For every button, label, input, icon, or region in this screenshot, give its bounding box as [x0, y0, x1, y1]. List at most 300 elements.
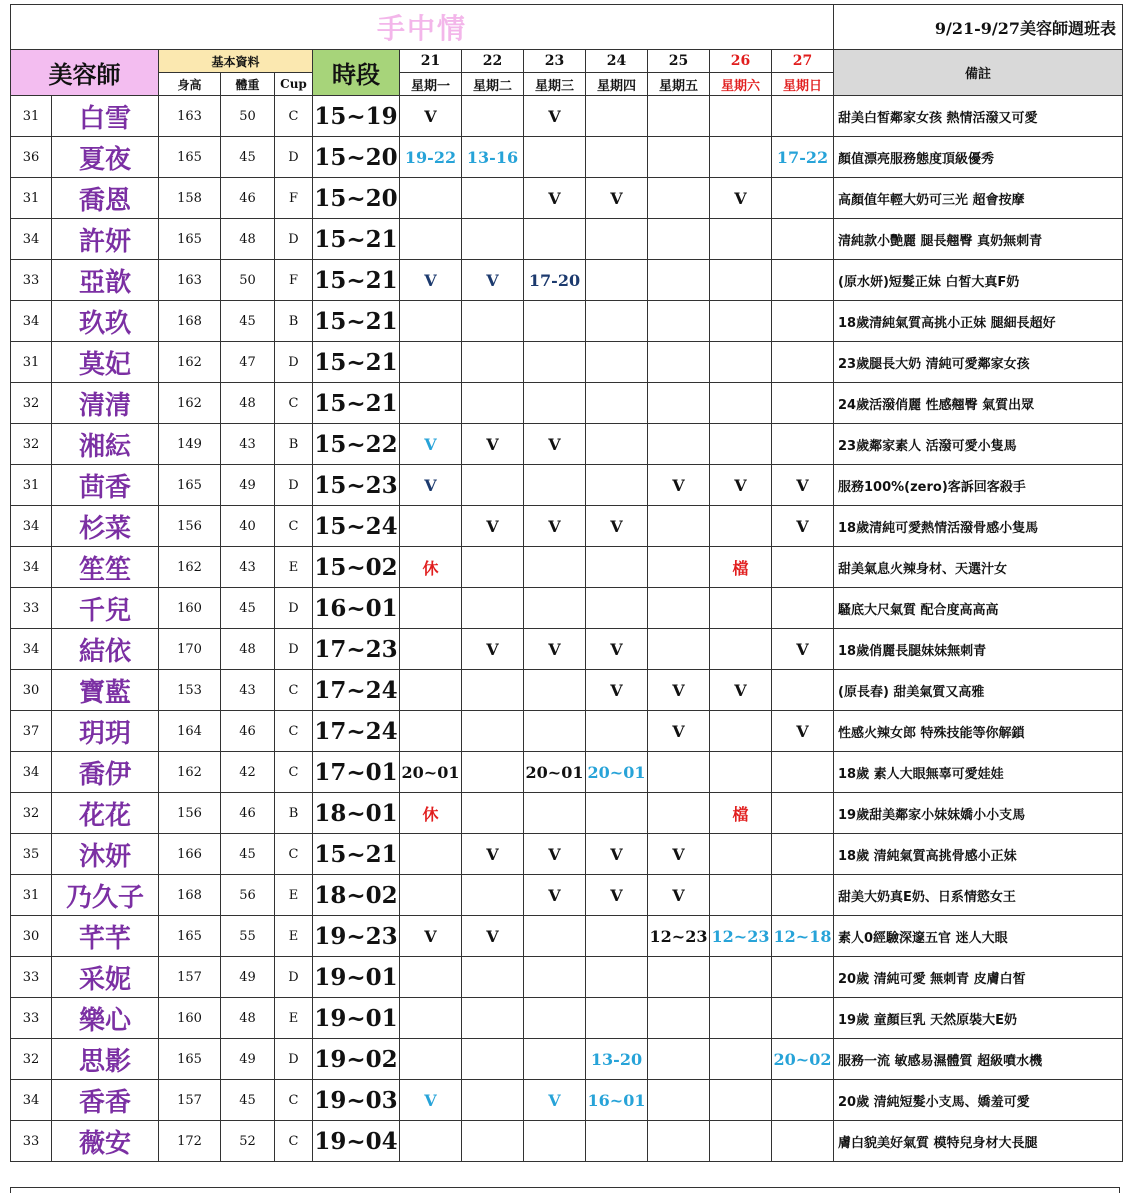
- schedule-cell: V: [772, 506, 834, 547]
- notes-header: 備註: [834, 50, 1123, 96]
- schedule-cell: [462, 752, 524, 793]
- height-cell: 157: [159, 957, 221, 998]
- table-row: [11, 629, 1123, 670]
- schedule-cell: [524, 342, 586, 383]
- age-cell: 31: [11, 342, 52, 383]
- cup-cell: B: [275, 424, 313, 465]
- schedule-cell: [462, 793, 524, 834]
- schedule-cell: [462, 547, 524, 588]
- staff-name: 湘紜: [52, 424, 159, 465]
- schedule-cell: [462, 998, 524, 1039]
- schedule-cell: [462, 875, 524, 916]
- table-row: [11, 670, 1123, 711]
- cup-cell: B: [275, 793, 313, 834]
- schedule-cell: V: [648, 711, 710, 752]
- schedule-cell: [400, 219, 462, 260]
- age-cell: 33: [11, 1121, 52, 1162]
- weekday-header: 星期六: [710, 73, 772, 96]
- note-cell: 18歲 清純氣質高挑骨感小正妹: [834, 834, 1123, 875]
- weekday-header: 星期五: [648, 73, 710, 96]
- height-cell: 162: [159, 383, 221, 424]
- height-cell: 160: [159, 588, 221, 629]
- date-header: 25: [648, 50, 710, 73]
- schedule-cell: 13-20: [586, 1039, 648, 1080]
- schedule-cell: [772, 342, 834, 383]
- staff-name: 杉菜: [52, 506, 159, 547]
- weight-cell: 45: [221, 588, 275, 629]
- schedule-cell: 17-20: [524, 260, 586, 301]
- schedule-cell: V: [710, 465, 772, 506]
- table-row: [11, 834, 1123, 875]
- age-cell: 37: [11, 711, 52, 752]
- schedule-cell: [648, 96, 710, 137]
- cup-cell: E: [275, 916, 313, 957]
- staff-name: 亞歆: [52, 260, 159, 301]
- note-cell: 23歲鄰家素人 活潑可愛小隻馬: [834, 424, 1123, 465]
- schedule-cell: [710, 1121, 772, 1162]
- schedule-cell: V: [586, 875, 648, 916]
- note-cell: 服務100%(zero)客訴回客殺手: [834, 465, 1123, 506]
- schedule-cell: [648, 219, 710, 260]
- time-slot-cell: 17~01: [313, 752, 400, 793]
- schedule-cell: [772, 260, 834, 301]
- schedule-cell: V: [586, 629, 648, 670]
- table-row: [11, 342, 1123, 383]
- height-header: 身高: [159, 73, 221, 96]
- schedule-cell: [648, 506, 710, 547]
- note-cell: 18歲清純可愛熱情活潑骨感小隻馬: [834, 506, 1123, 547]
- note-cell: 19歲甜美鄰家小妹妹嬌小小支馬: [834, 793, 1123, 834]
- schedule-cell: V: [462, 424, 524, 465]
- schedule-cell: V: [586, 670, 648, 711]
- schedule-cell: [648, 301, 710, 342]
- staff-name: 玖玖: [52, 301, 159, 342]
- staff-name: 芊芊: [52, 916, 159, 957]
- schedule-cell: 檔: [710, 547, 772, 588]
- note-cell: 騷底大尺氣質 配合度高高高: [834, 588, 1123, 629]
- schedule-cell: [710, 506, 772, 547]
- schedule-cell: [710, 998, 772, 1039]
- note-cell: 23歲腿長大奶 清純可愛鄰家女孩: [834, 342, 1123, 383]
- time-slot-cell: 19~04: [313, 1121, 400, 1162]
- time-slot-cell: 15~19: [313, 96, 400, 137]
- height-cell: 163: [159, 260, 221, 301]
- schedule-cell: [524, 383, 586, 424]
- age-cell: 35: [11, 834, 52, 875]
- schedule-cell: [400, 383, 462, 424]
- height-cell: 170: [159, 629, 221, 670]
- weight-cell: 46: [221, 178, 275, 219]
- schedule-cell: [710, 957, 772, 998]
- table-row: [11, 752, 1123, 793]
- cup-cell: C: [275, 752, 313, 793]
- date-header: 23: [524, 50, 586, 73]
- table-continuation-edge: [10, 1187, 1120, 1193]
- schedule-cell: [586, 383, 648, 424]
- schedule-cell: [772, 383, 834, 424]
- schedule-cell: [586, 547, 648, 588]
- date-header: 22: [462, 50, 524, 73]
- staff-name: 茴香: [52, 465, 159, 506]
- date-header: 21: [400, 50, 462, 73]
- schedule-cell: [462, 342, 524, 383]
- note-cell: 膚白貌美好氣質 模特兒身材大長腿: [834, 1121, 1123, 1162]
- staff-name: 樂心: [52, 998, 159, 1039]
- schedule-cell: V: [772, 629, 834, 670]
- schedule-cell: V: [586, 834, 648, 875]
- time-slot-cell: 19~23: [313, 916, 400, 957]
- schedule-cell: V: [400, 260, 462, 301]
- schedule-cell: [772, 547, 834, 588]
- schedule-cell: [524, 1039, 586, 1080]
- schedule-cell: [462, 670, 524, 711]
- schedule-cell: [648, 793, 710, 834]
- height-cell: 166: [159, 834, 221, 875]
- schedule-cell: [710, 1039, 772, 1080]
- schedule-cell: [710, 875, 772, 916]
- table-row: [11, 916, 1123, 957]
- age-cell: 34: [11, 506, 52, 547]
- cup-cell: D: [275, 137, 313, 178]
- schedule-cell: [772, 752, 834, 793]
- note-cell: (原水妍)短髮正妹 白皙大真F奶: [834, 260, 1123, 301]
- schedule-cell: V: [524, 96, 586, 137]
- cup-cell: E: [275, 547, 313, 588]
- note-cell: 性感火辣女郎 特殊技能等你解鎖: [834, 711, 1123, 752]
- time-slot-cell: 15~24: [313, 506, 400, 547]
- schedule-cell: [400, 629, 462, 670]
- schedule-cell: [586, 424, 648, 465]
- staff-name: 笙笙: [52, 547, 159, 588]
- schedule-cell: [586, 957, 648, 998]
- note-cell: 甜美氣息火辣身材、天選汁女: [834, 547, 1123, 588]
- weekday-header: 星期二: [462, 73, 524, 96]
- schedule-cell: [648, 178, 710, 219]
- time-slot-cell: 15~21: [313, 383, 400, 424]
- table-row: [11, 137, 1123, 178]
- schedule-cell: V: [400, 465, 462, 506]
- schedule-cell: [586, 465, 648, 506]
- schedule-cell: [400, 998, 462, 1039]
- weight-cell: 49: [221, 1039, 275, 1080]
- slot-header: 時段: [313, 50, 400, 96]
- cup-header: Cup: [275, 73, 313, 96]
- height-cell: 164: [159, 711, 221, 752]
- schedule-cell: [772, 998, 834, 1039]
- note-cell: 甜美大奶真E奶、日系情慾女王: [834, 875, 1123, 916]
- schedule-cell: V: [772, 465, 834, 506]
- time-slot-cell: 16~01: [313, 588, 400, 629]
- schedule-cell: V: [462, 916, 524, 957]
- cup-cell: D: [275, 629, 313, 670]
- weight-cell: 47: [221, 342, 275, 383]
- note-cell: 顏值漂亮服務態度頂級優秀: [834, 137, 1123, 178]
- age-cell: 30: [11, 670, 52, 711]
- schedule-cell: [586, 998, 648, 1039]
- schedule-cell: [586, 137, 648, 178]
- schedule-cell: [400, 301, 462, 342]
- schedule-cell: [648, 547, 710, 588]
- staff-name: 夏夜: [52, 137, 159, 178]
- table-row: [11, 260, 1123, 301]
- staff-name: 喬伊: [52, 752, 159, 793]
- schedule-cell: [710, 219, 772, 260]
- weekday-header: 星期四: [586, 73, 648, 96]
- staff-name: 乃久子: [52, 875, 159, 916]
- table-row: [11, 301, 1123, 342]
- schedule-cell: [586, 588, 648, 629]
- weight-cell: 46: [221, 793, 275, 834]
- age-cell: 34: [11, 1080, 52, 1121]
- schedule-cell: V: [524, 424, 586, 465]
- weight-cell: 49: [221, 957, 275, 998]
- time-slot-cell: 15~20: [313, 178, 400, 219]
- table-row: [11, 588, 1123, 629]
- age-cell: 32: [11, 793, 52, 834]
- schedule-cell: [772, 834, 834, 875]
- weight-cell: 43: [221, 424, 275, 465]
- staff-name: 莫妃: [52, 342, 159, 383]
- height-cell: 162: [159, 547, 221, 588]
- weight-cell: 45: [221, 1080, 275, 1121]
- schedule-cell: [710, 383, 772, 424]
- schedule-cell: [524, 588, 586, 629]
- age-cell: 36: [11, 137, 52, 178]
- schedule-cell: [772, 957, 834, 998]
- staff-name: 千兒: [52, 588, 159, 629]
- age-cell: 31: [11, 178, 52, 219]
- schedule-cell: 休: [400, 793, 462, 834]
- schedule-cell: [462, 588, 524, 629]
- table-row: [11, 178, 1123, 219]
- weight-cell: 55: [221, 916, 275, 957]
- staff-name: 許妍: [52, 219, 159, 260]
- table-row: [11, 711, 1123, 752]
- height-cell: 156: [159, 506, 221, 547]
- cup-cell: B: [275, 301, 313, 342]
- cup-cell: E: [275, 998, 313, 1039]
- height-cell: 165: [159, 465, 221, 506]
- schedule-cell: V: [648, 465, 710, 506]
- age-cell: 34: [11, 629, 52, 670]
- note-cell: 18歲清純氣質高挑小正妹 腿細長超好: [834, 301, 1123, 342]
- cup-cell: D: [275, 588, 313, 629]
- schedule-cell: 17-22: [772, 137, 834, 178]
- table-row: [11, 875, 1123, 916]
- age-cell: 31: [11, 875, 52, 916]
- schedule-cell: 20~01: [524, 752, 586, 793]
- schedule-cell: 20~01: [400, 752, 462, 793]
- table-row: [11, 383, 1123, 424]
- table-row: [11, 506, 1123, 547]
- time-slot-cell: 18~01: [313, 793, 400, 834]
- weight-cell: 48: [221, 629, 275, 670]
- cup-cell: D: [275, 957, 313, 998]
- age-cell: 33: [11, 588, 52, 629]
- weight-cell: 45: [221, 301, 275, 342]
- staff-name: 白雪: [52, 96, 159, 137]
- table-row: [11, 1039, 1123, 1080]
- schedule-cell: 檔: [710, 793, 772, 834]
- schedule-cell: [462, 957, 524, 998]
- schedule-cell: 休: [400, 547, 462, 588]
- note-cell: 清純款小艷麗 腿長翹臀 真奶無刺青: [834, 219, 1123, 260]
- time-slot-cell: 15~21: [313, 342, 400, 383]
- schedule-cell: [772, 96, 834, 137]
- table-row: [11, 1121, 1123, 1162]
- table-row: [11, 1080, 1123, 1121]
- schedule-cell: [524, 219, 586, 260]
- schedule-cell: [648, 1039, 710, 1080]
- cup-cell: F: [275, 178, 313, 219]
- note-cell: 18歲俏麗長腿妹妹無刺青: [834, 629, 1123, 670]
- schedule-cell: [586, 96, 648, 137]
- table-row: [11, 957, 1123, 998]
- height-cell: 153: [159, 670, 221, 711]
- height-cell: 165: [159, 137, 221, 178]
- schedule-cell: [462, 301, 524, 342]
- note-cell: 24歲活潑俏麗 性感翹臀 氣質出眾: [834, 383, 1123, 424]
- weight-cell: 45: [221, 834, 275, 875]
- schedule-cell: [772, 670, 834, 711]
- schedule-cell: [772, 1080, 834, 1121]
- cup-cell: C: [275, 96, 313, 137]
- schedule-cell: [648, 1080, 710, 1121]
- schedule-cell: [400, 875, 462, 916]
- age-cell: 32: [11, 1039, 52, 1080]
- age-cell: 30: [11, 916, 52, 957]
- weight-cell: 43: [221, 547, 275, 588]
- schedule-cell: [400, 957, 462, 998]
- staff-name: 采妮: [52, 957, 159, 998]
- staff-name: 思影: [52, 1039, 159, 1080]
- age-cell: 31: [11, 96, 52, 137]
- age-cell: 33: [11, 260, 52, 301]
- schedule-cell: 20~01: [586, 752, 648, 793]
- schedule-cell: [648, 424, 710, 465]
- schedule-cell: 16~01: [586, 1080, 648, 1121]
- schedule-cell: [524, 465, 586, 506]
- schedule-cell: V: [524, 629, 586, 670]
- schedule-cell: 12~23: [710, 916, 772, 957]
- schedule-cell: [462, 96, 524, 137]
- cup-cell: C: [275, 1080, 313, 1121]
- schedule-cell: [524, 137, 586, 178]
- schedule-cell: [524, 916, 586, 957]
- weekday-header: 星期一: [400, 73, 462, 96]
- schedule-cell: V: [462, 629, 524, 670]
- cup-cell: C: [275, 383, 313, 424]
- schedule-cell: [524, 547, 586, 588]
- note-cell: 18歲 素人大眼無辜可愛娃娃: [834, 752, 1123, 793]
- schedule-cell: [400, 1121, 462, 1162]
- cup-cell: E: [275, 875, 313, 916]
- schedule-cell: [648, 342, 710, 383]
- weight-cell: 49: [221, 465, 275, 506]
- schedule-cell: [586, 219, 648, 260]
- schedule-cell: [710, 301, 772, 342]
- time-slot-cell: 19~02: [313, 1039, 400, 1080]
- schedule-cell: [710, 752, 772, 793]
- time-slot-cell: 15~22: [313, 424, 400, 465]
- staff-name: 香香: [52, 1080, 159, 1121]
- time-slot-cell: 15~21: [313, 260, 400, 301]
- schedule-cell: V: [462, 834, 524, 875]
- weight-cell: 48: [221, 998, 275, 1039]
- schedule-cell: [586, 916, 648, 957]
- schedule-cell: [772, 1121, 834, 1162]
- schedule-cell: V: [400, 424, 462, 465]
- schedule-cell: [586, 260, 648, 301]
- schedule-cell: [462, 1080, 524, 1121]
- note-cell: 素人0經驗深邃五官 迷人大眼: [834, 916, 1123, 957]
- cup-cell: C: [275, 1121, 313, 1162]
- weekday-header: 星期三: [524, 73, 586, 96]
- schedule-cell: V: [772, 711, 834, 752]
- time-slot-cell: 19~01: [313, 998, 400, 1039]
- height-cell: 163: [159, 96, 221, 137]
- cup-cell: C: [275, 506, 313, 547]
- schedule-cell: V: [648, 875, 710, 916]
- age-cell: 31: [11, 465, 52, 506]
- time-slot-cell: 15~21: [313, 834, 400, 875]
- schedule-cell: [772, 424, 834, 465]
- schedule-cell: V: [524, 834, 586, 875]
- schedule-cell: V: [524, 178, 586, 219]
- cup-cell: D: [275, 465, 313, 506]
- time-slot-cell: 15~21: [313, 219, 400, 260]
- schedule-cell: [648, 752, 710, 793]
- schedule-cell: [524, 793, 586, 834]
- cup-cell: D: [275, 342, 313, 383]
- height-cell: 158: [159, 178, 221, 219]
- schedule-cell: [648, 998, 710, 1039]
- schedule-cell: 19-22: [400, 137, 462, 178]
- time-slot-cell: 18~02: [313, 875, 400, 916]
- time-slot-cell: 17~24: [313, 711, 400, 752]
- height-cell: 156: [159, 793, 221, 834]
- schedule-cell: V: [462, 260, 524, 301]
- height-cell: 165: [159, 1039, 221, 1080]
- weight-cell: 42: [221, 752, 275, 793]
- age-cell: 33: [11, 998, 52, 1039]
- weight-cell: 40: [221, 506, 275, 547]
- table-row: [11, 424, 1123, 465]
- weekday-header: 星期日: [772, 73, 834, 96]
- schedule-cell: [648, 383, 710, 424]
- weight-cell: 48: [221, 219, 275, 260]
- basic-info-header: 基本資料: [159, 50, 313, 73]
- schedule-table: [10, 4, 1123, 1162]
- time-slot-cell: 19~01: [313, 957, 400, 998]
- weight-cell: 52: [221, 1121, 275, 1162]
- height-cell: 162: [159, 752, 221, 793]
- schedule-cell: [462, 219, 524, 260]
- schedule-cell: V: [524, 506, 586, 547]
- schedule-cell: [710, 711, 772, 752]
- brand-cell: [11, 5, 834, 50]
- schedule-cell: [648, 629, 710, 670]
- staff-name: 喬恩: [52, 178, 159, 219]
- schedule-cell: [400, 342, 462, 383]
- schedule-cell: [710, 588, 772, 629]
- schedule-cell: [524, 301, 586, 342]
- weight-cell: 46: [221, 711, 275, 752]
- weight-cell: 48: [221, 383, 275, 424]
- schedule-cell: V: [710, 670, 772, 711]
- schedule-cell: [772, 301, 834, 342]
- schedule-cell: [524, 1121, 586, 1162]
